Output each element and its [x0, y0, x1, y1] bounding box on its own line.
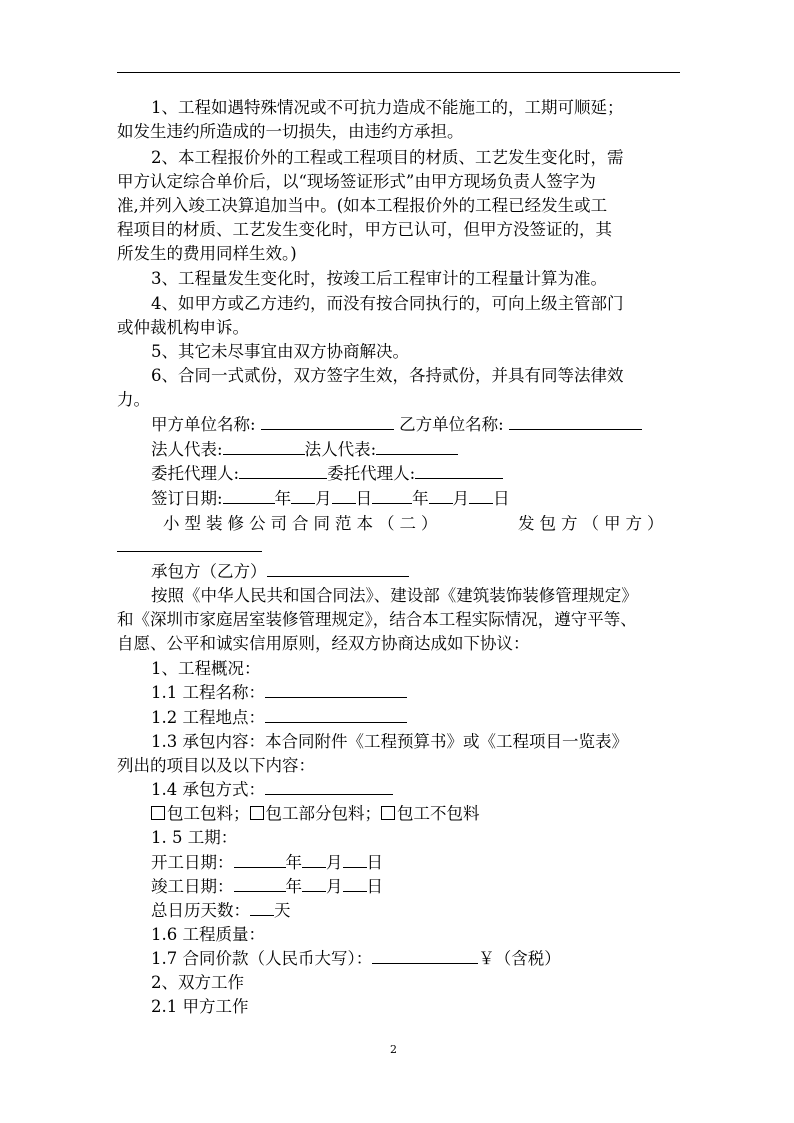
- total-days-label: 总日历天数：: [151, 901, 250, 920]
- price-field[interactable]: [372, 947, 478, 964]
- agent-a-field[interactable]: [239, 462, 327, 479]
- section-1-heading: 1、工程概况：: [151, 659, 261, 678]
- end-month-field[interactable]: [302, 875, 326, 892]
- legal-rep-b-label: 法人代表:: [304, 440, 377, 459]
- clause-5: 5、其它未尽事宜由双方协商解决。: [151, 342, 409, 361]
- sign-day-b-field[interactable]: [469, 487, 493, 504]
- project-name-field[interactable]: [265, 681, 407, 698]
- clause-4-line-1: 4、如甲方或乙方违约，而没有按合同执行的，可向上级主管部门: [151, 294, 624, 313]
- party-b-unit-field[interactable]: [509, 413, 642, 430]
- party-a-unit-label: 甲方单位名称:: [151, 415, 256, 434]
- agent-b-field[interactable]: [415, 462, 503, 479]
- legal-rep-a-field[interactable]: [223, 438, 305, 455]
- day-label: 日: [355, 489, 373, 508]
- start-month-field[interactable]: [302, 851, 326, 868]
- clause-2-line-4: 程项目的材质、工艺发生变化时，甲方已认可，但甲方没签证的，其: [117, 220, 612, 239]
- total-days-field[interactable]: [250, 899, 274, 916]
- clause-2-line-1: 2、本工程报价外的工程或工程项目的材质、工艺发生变化时，需: [151, 148, 624, 167]
- option-1-label: 包工包料；: [167, 804, 250, 823]
- party-a-unit-field[interactable]: [261, 413, 394, 430]
- checkbox-2-icon[interactable]: [250, 806, 264, 820]
- section-2-1-heading: 2.1 甲方工作: [151, 997, 249, 1016]
- clause-1-line-2: 如发生违约所造成的一切损失，由违约方承担。: [117, 122, 464, 141]
- party-b-unit-label: 乙方单位名称:: [399, 415, 504, 434]
- day-label: 日: [366, 877, 383, 896]
- month-label: 月: [452, 489, 470, 508]
- project-name-row: [151, 681, 407, 705]
- clause-2-line-2: 甲方认定综合单价后，以“现场签证形式”由甲方现场负责人签字为: [117, 172, 596, 191]
- contractor-label: 承包方（乙方）: [151, 562, 267, 581]
- agent-a-label: 委托代理人:: [151, 464, 240, 483]
- quality-heading: 1.6 工程质量：: [151, 925, 265, 944]
- end-date-label: 竣工日期：: [151, 877, 234, 896]
- checkbox-1-icon[interactable]: [151, 806, 165, 820]
- duration-heading: 1. 5 工期：: [151, 828, 238, 847]
- year-label: 年: [285, 877, 302, 896]
- month-label: 月: [326, 877, 343, 896]
- sign-date-label: 签订日期:: [151, 489, 223, 508]
- end-day-field[interactable]: [343, 875, 367, 892]
- clause-3: 3、工程量发生变化时，按竣工后工程审计的工程量计算为准。: [151, 269, 607, 288]
- month-label: 月: [326, 853, 343, 872]
- day-label: 日: [493, 489, 510, 508]
- project-location-field[interactable]: [265, 706, 407, 723]
- year-label: 年: [274, 489, 292, 508]
- header-rule: [117, 72, 680, 73]
- project-location-label: 1.2 工程地点：: [151, 708, 265, 727]
- legal-rep-b-field[interactable]: [376, 438, 458, 455]
- scope-line-2: 列出的项目以及以下内容：: [117, 756, 315, 775]
- clause-1-line-1: 1、工程如遇特殊情况或不可抗力造成不能施工的，工期可顺延；: [151, 98, 624, 117]
- sign-date-row: [151, 487, 510, 511]
- start-day-field[interactable]: [343, 851, 367, 868]
- checkbox-3-icon[interactable]: [381, 806, 395, 820]
- days-unit: 天: [274, 901, 291, 920]
- start-date-row: [151, 851, 383, 875]
- price-tail: ￥（含税）: [478, 949, 561, 968]
- project-name-label: 1.1 工程名称：: [151, 683, 265, 702]
- employer-field[interactable]: [117, 551, 262, 552]
- legal-rep-row: [151, 438, 458, 462]
- clause-4-line-2: 或仲裁机构申诉。: [117, 318, 249, 337]
- day-label: 日: [366, 853, 383, 872]
- contract-mode-label: 1.4 承包方式：: [151, 780, 265, 799]
- party-units-row: [151, 413, 642, 437]
- option-3-label: 包工不包料: [397, 804, 480, 823]
- contract-mode-options: [151, 802, 480, 826]
- start-year-field[interactable]: [234, 851, 286, 868]
- start-date-label: 开工日期：: [151, 853, 234, 872]
- month-label: 月: [315, 489, 332, 508]
- intro-line-2: 和《深圳市家庭居室装修管理规定》，结合本工程实际情况，遵守平等、: [117, 610, 637, 629]
- end-date-row: [151, 875, 383, 899]
- option-2-label: 包工部分包料；: [265, 804, 381, 823]
- price-label: 1.7 合同价款（人民币大写）：: [151, 949, 373, 968]
- year-label: 年: [412, 489, 429, 508]
- clause-2-line-3: 准,并列入竣工决算追加当中。(如本工程报价外的工程已经发生或工: [117, 196, 608, 215]
- intro-line-1: 按照《中华人民共和国合同法》、建设部《建筑装饰装修管理规定》: [151, 586, 638, 605]
- sign-month-a-field[interactable]: [291, 487, 315, 504]
- sign-day-a-field[interactable]: [332, 487, 356, 504]
- sign-year-a-field[interactable]: [223, 487, 275, 504]
- year-label: 年: [285, 853, 302, 872]
- page-number: 2: [390, 1043, 397, 1056]
- contractor-field[interactable]: [267, 560, 409, 577]
- sign-month-b-field[interactable]: [429, 487, 453, 504]
- clause-6-line-2: 力。: [117, 390, 150, 409]
- price-row: [151, 947, 561, 971]
- project-location-row: [151, 706, 407, 730]
- employer-label: 发包方（甲方）: [518, 514, 669, 533]
- agent-row: [151, 462, 503, 486]
- agent-b-label: 委托代理人:: [327, 464, 416, 483]
- intro-line-3: 自愿、公平和诚实信用原则，经双方协商达成如下协议：: [117, 634, 530, 653]
- contractor-row: [151, 560, 409, 584]
- scope-line-1: 1.3 承包内容：本合同附件《工程预算书》或《工程项目一览表》: [151, 732, 628, 751]
- total-days-row: [151, 899, 291, 923]
- sign-year-b-field[interactable]: [372, 487, 412, 504]
- clause-2-line-5: 所发生的费用同样生效。): [117, 244, 297, 263]
- legal-rep-a-label: 法人代表:: [151, 440, 223, 459]
- end-year-field[interactable]: [234, 875, 286, 892]
- section-2-heading: 2、双方工作: [151, 973, 244, 992]
- clause-6-line-1: 6、合同一式贰份，双方签字生效，各持贰份，并具有同等法律效: [151, 366, 624, 385]
- contract-mode-row: [151, 778, 393, 802]
- contract-mode-field[interactable]: [265, 778, 393, 795]
- contract2-title: 小型装修公司合同范本（二）: [163, 514, 443, 533]
